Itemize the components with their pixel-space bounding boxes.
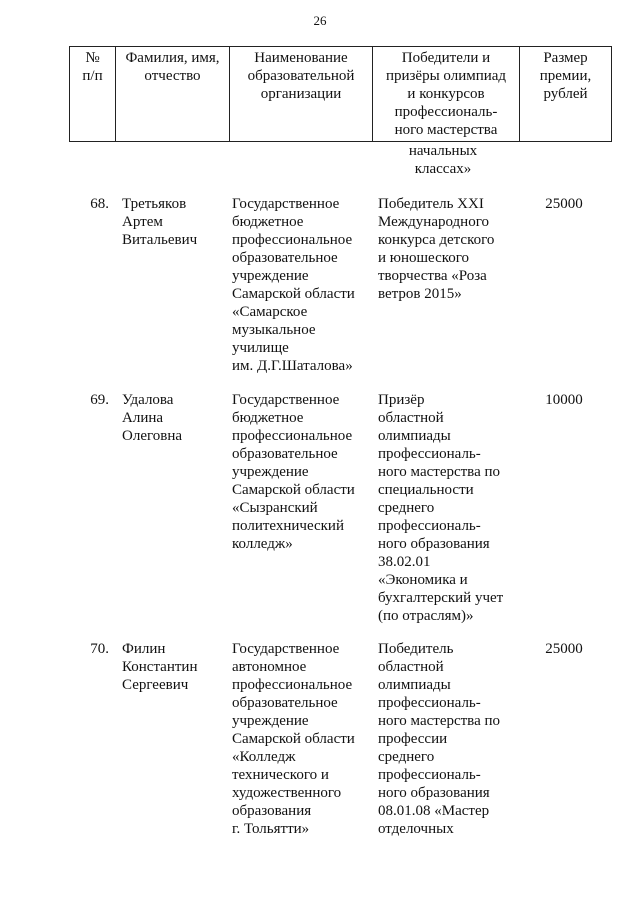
row-organization: Государственное автономное профессиональное образовательное учреждение Самарской области «Колледж технического и художественного образования г. Тольятти» xyxy=(232,641,355,837)
row-amount: 10000 xyxy=(545,392,583,408)
header-amount: Размер премии, рублей xyxy=(520,47,612,142)
row-number: 68. xyxy=(90,196,109,212)
row-organization: Государственное бюджетное профессиональное образовательное учреждение Самарской области «Сызранский политехнический колледж» xyxy=(232,392,355,552)
row-achievement: Победитель XXI Международного конкурса детского и юношеского творчества «Роза ветров 2015» xyxy=(378,196,495,302)
row-name: Третьяков Артем Витальевич xyxy=(122,196,198,248)
page-number: 26 xyxy=(313,13,327,28)
achievement-continuation: начальных классах» xyxy=(408,143,478,177)
header-organization: Наименование образовательной организации xyxy=(230,47,373,142)
row-organization: Государственное бюджетное профессиональное образовательное учреждение Самарской области «Самарское музыкальное училище им. Д.Г.Шаталова» xyxy=(232,196,355,374)
row-amount: 25000 xyxy=(545,641,583,657)
row-name: Удалова Алина Олеговна xyxy=(122,392,183,444)
row-number: 70. xyxy=(90,641,109,657)
row-name: Филин Константин Сергеевич xyxy=(122,641,198,693)
row-achievement: Призёр областной олимпиады профессиональ- ного мастерства по специальности среднего профессиональ- ного образования 38.02.01 «Экономика и бухгалтерский учет (по отраслям)» xyxy=(378,392,504,624)
header-achievement: Победители и призёры олимпиад и конкурсов профессиональ- ного мастерства xyxy=(373,47,520,142)
row-achievement: Победитель областной олимпиады профессиональ- ного мастерства по профессии среднего профессиональ- ного образования 08.01.08 «Мастер отделочных xyxy=(378,641,501,837)
table-header xyxy=(69,46,612,142)
header-name: Фамилия, имя, отчество xyxy=(116,47,230,142)
header-number: № п/п xyxy=(70,47,116,142)
row-amount: 25000 xyxy=(545,196,583,212)
row-number: 69. xyxy=(90,392,109,408)
